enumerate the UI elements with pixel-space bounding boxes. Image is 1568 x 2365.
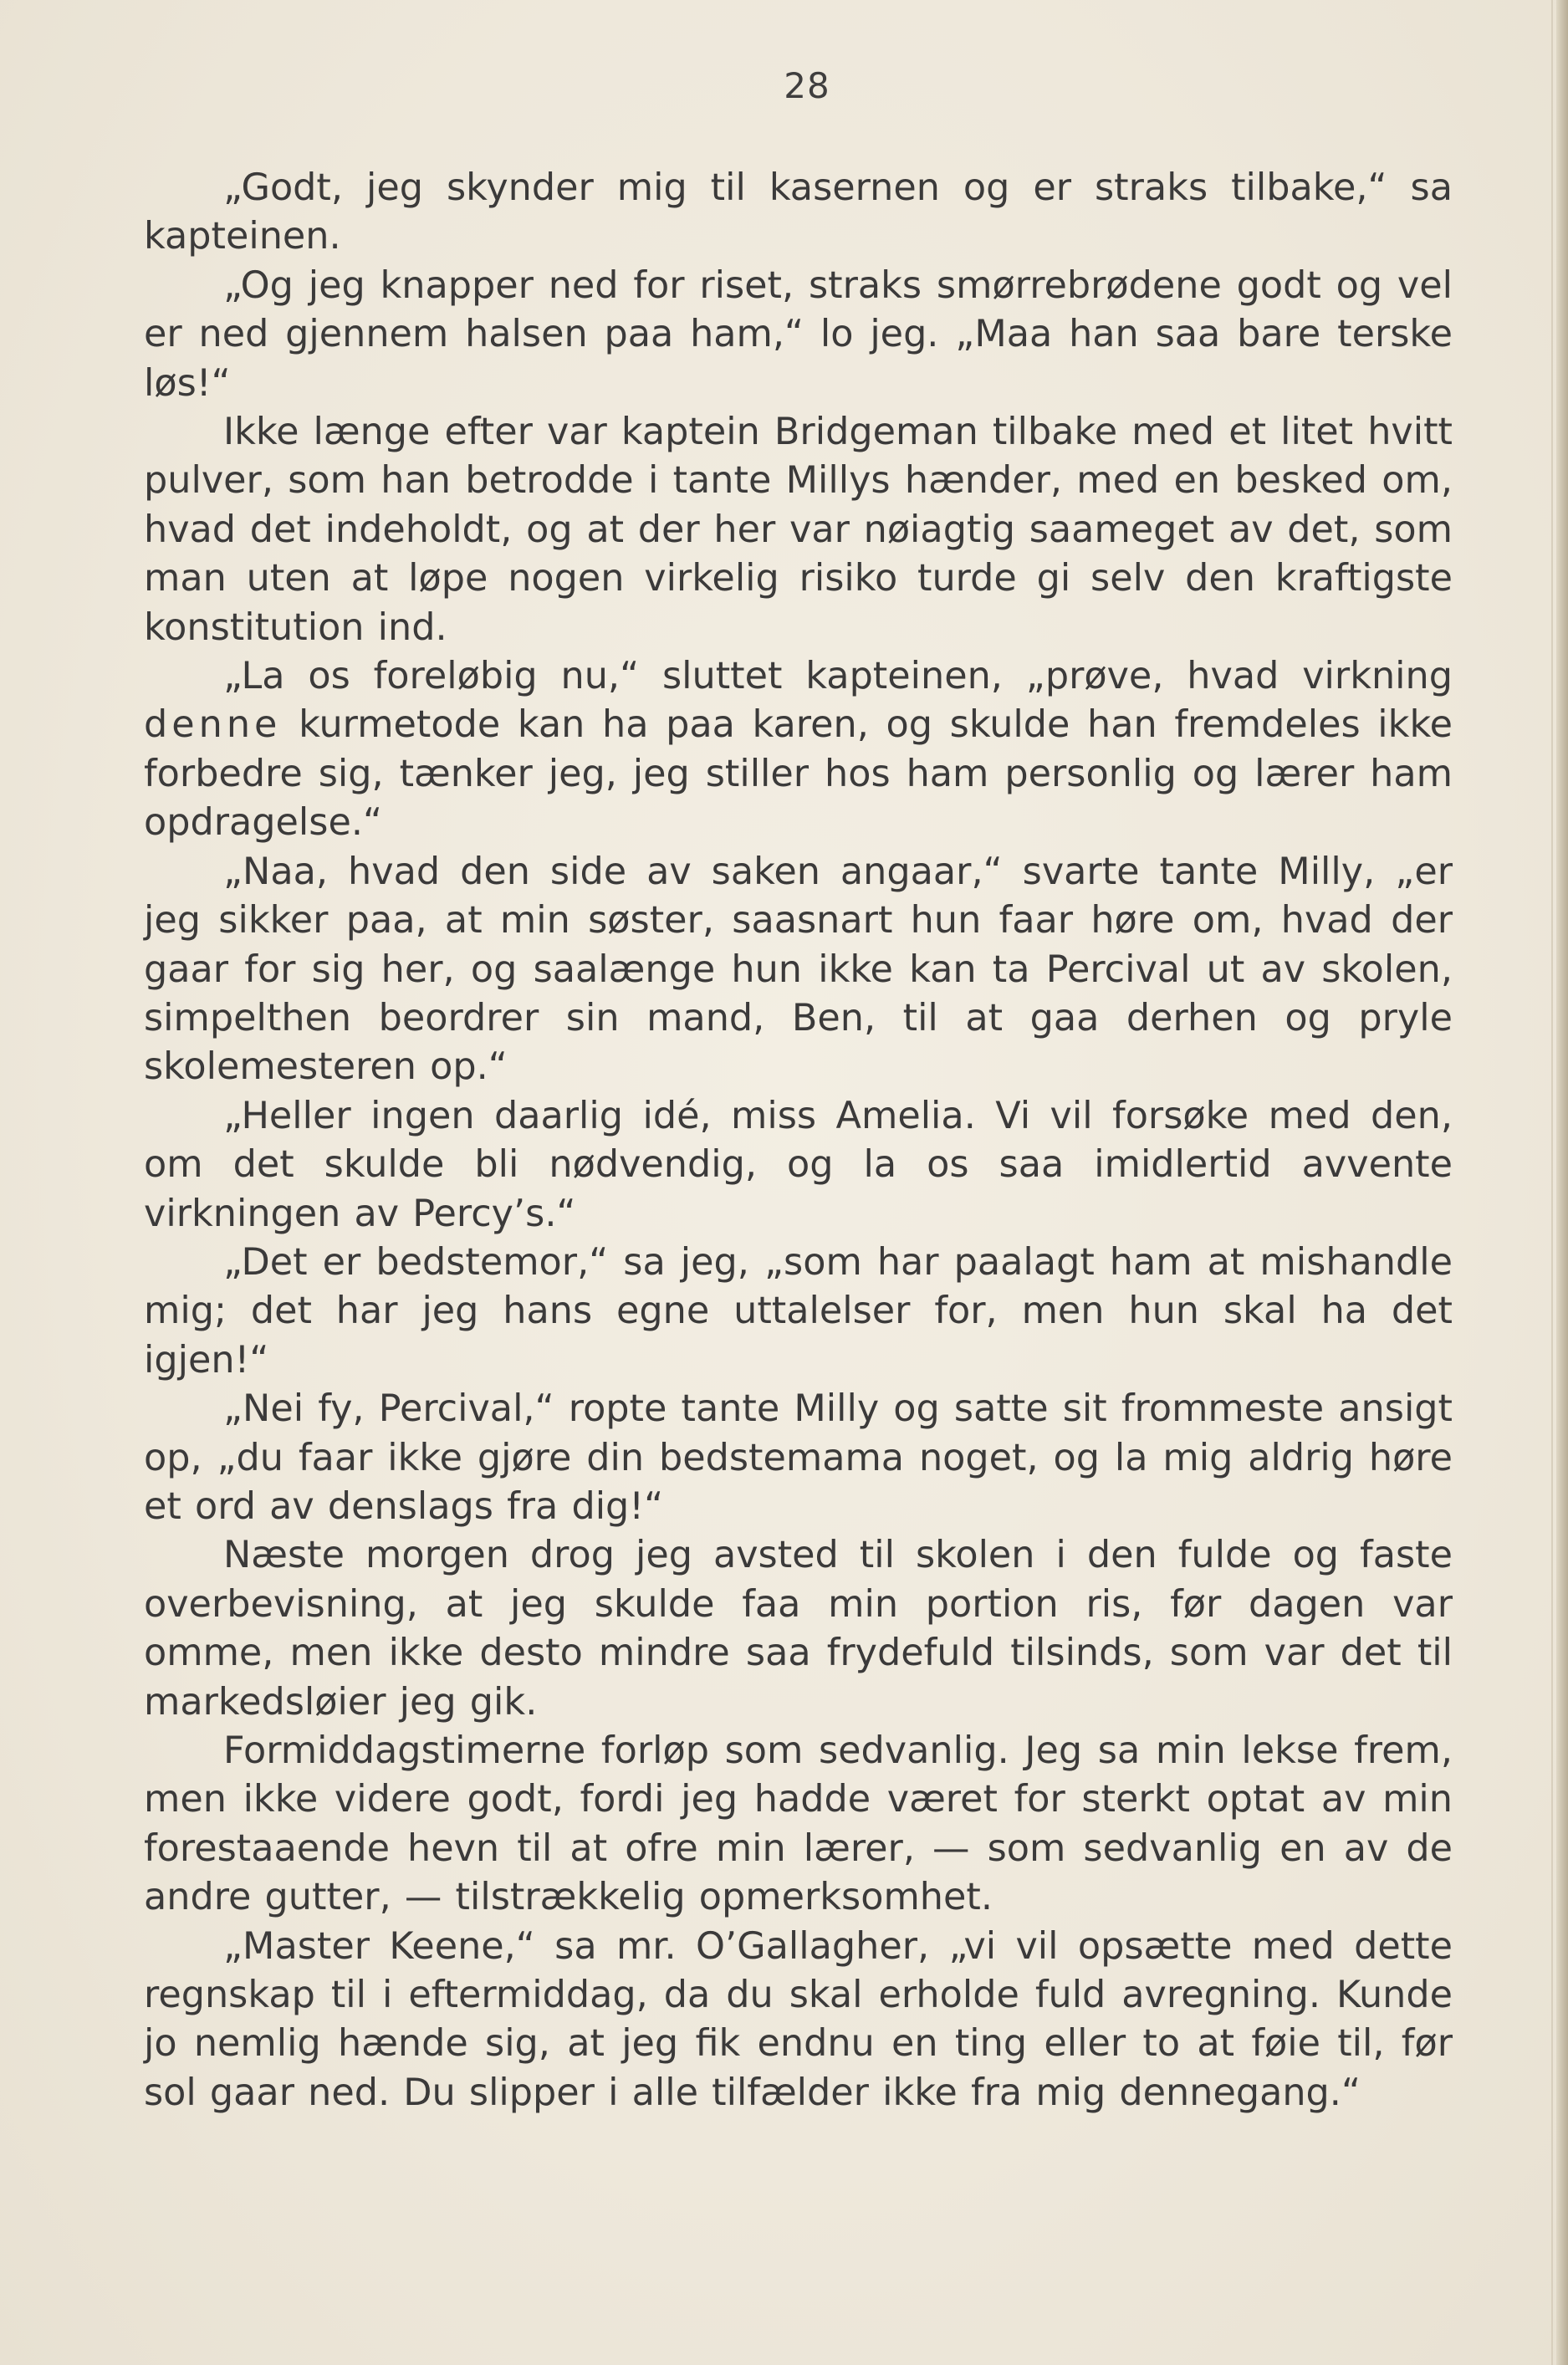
- paragraph-4-end: kurmetode kan ha paa karen, og skulde han fremdeles ikke forbedre sig, tænker jeg, jeg stiller hos ham personlig og lærer ham opdragelse.“: [144, 703, 1453, 845]
- paragraph-4-start: „La os foreløbig nu,“ sluttet kapteinen, „prøve, hvad virkning: [223, 655, 1453, 698]
- paragraph-10: Formiddagstimerne forløp som sedvanlig. Jeg sa min lekse frem, men ikke videre godt, fordi jeg hadde været for sterkt optat av min forestaaende hevn til at ofre min lærer, — som sedvanlig en av de andre gutter, — tilstrækkelig opmerksomhet.: [144, 1729, 1453, 1919]
- paragraph-6: „Heller ingen daarlig idé, miss Amelia. Vi vil forsøke med den, om det skulde bli nødvendig, og la os saa imidlertid avvente virkningen av Percy’s.“: [144, 1094, 1453, 1235]
- page-edge-shadow: [1556, 0, 1568, 2365]
- body-text: [144, 164, 1453, 2117]
- paragraph-9: Næste morgen drog jeg avsted til skolen i den fulde og faste overbevisning, at jeg skulde faa min portion ris, før dagen var omme, men ikke desto mindre saa frydefuld tilsinds, som var det til markedsløier jeg gik.: [144, 1534, 1453, 1724]
- paragraph-8: „Nei fy, Percival,“ ropte tante Milly og satte sit frommeste ansigt op, „du faar ikke gjøre din bedstemama noget, og la mig aldrig høre et ord av denslags fra dig!“: [144, 1387, 1453, 1528]
- paragraph-11: „Master Keene,“ sa mr. O’Gallagher, „vi vil opsætte med dette regnskap til i eftermiddag, da du skal erholde fuld avregning. Kunde jo nemlig hænde sig, at jeg fik endnu en ting eller to at føie til, før sol gaar ned. Du slipper i alle tilfælder ikke fra mig dennegang.“: [144, 1924, 1453, 2114]
- paragraph-4: [144, 652, 1453, 848]
- page-number: 28: [784, 65, 830, 106]
- paragraph-3: Ikke længe efter var kaptein Bridgeman tilbake med et litet hvitt pulver, som han betrodde i tante Millys hænder, med en besked om, hvad det indeholdt, og at der her var nøiagtig saameget av det, som man uten at løpe nogen virkelig risiko turde gi selv den kraftigste konstitution ind.: [144, 411, 1453, 649]
- paragraph-7: „Det er bedstemor,“ sa jeg, „som har paalagt ham at mishandle mig; det har jeg hans egne uttalelser for, men hun skal ha det igjen!“: [144, 1240, 1453, 1382]
- paragraph-1: „Godt, jeg skynder mig til kasernen og er straks tilbake,“ sa kapteinen.: [144, 166, 1453, 258]
- page-edge-line: [1551, 0, 1553, 2365]
- paragraph-2: „Og jeg knapper ned for riset, straks smørrebrødene godt og vel er ned gjennem halsen paa ham,“ lo jeg. „Maa han saa bare terske løs!“: [144, 263, 1453, 405]
- spaced-word: denne: [144, 703, 282, 747]
- paragraph-5: „Naa, hvad den side av saken angaar,“ svarte tante Milly, „er jeg sikker paa, at min søster, saasnart hun faar høre om, hvad der gaar for sig her, og saalænge hun ikke kan ta Percival ut av skolen, simpelthen beordrer sin mand, Ben, til at gaa derhen og pryle skolemesteren op.“: [144, 850, 1453, 1089]
